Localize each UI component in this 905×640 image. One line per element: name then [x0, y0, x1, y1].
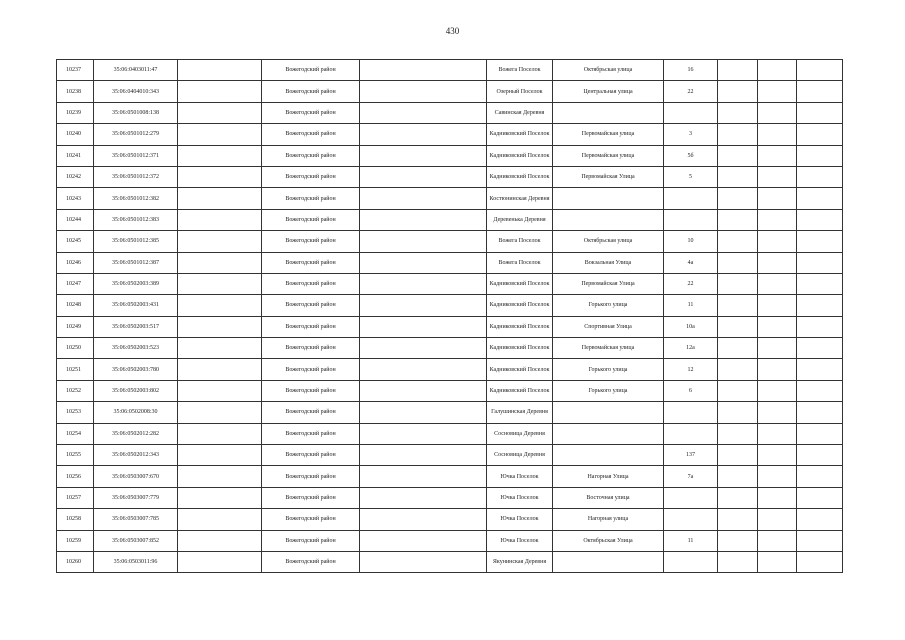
street-cell: Первомайская Улица — [553, 166, 664, 187]
cadastral-number-cell: 35:06:0502003:802 — [94, 380, 178, 401]
cadastral-number-cell: 35:06:0501012:382 — [94, 188, 178, 209]
locality-cell: Озерный Поселок — [487, 81, 553, 102]
blank-cell — [360, 295, 487, 316]
blank-cell — [718, 402, 758, 423]
blank-cell — [178, 188, 262, 209]
street-cell: Центральная улица — [553, 81, 664, 102]
district-cell: Вожегодский район — [262, 466, 360, 487]
blank-cell — [797, 338, 843, 359]
cadastral-number-cell: 35:06:0502003:517 — [94, 316, 178, 337]
district-cell: Вожегодский район — [262, 145, 360, 166]
locality-cell: Ючка Поселок — [487, 509, 553, 530]
street-cell — [553, 445, 664, 466]
row-number-cell: 10253 — [57, 402, 94, 423]
cadastral-number-cell: 35:06:0501012:385 — [94, 231, 178, 252]
registry-rows — [57, 60, 843, 573]
blank-cell — [797, 209, 843, 230]
blank-cell — [718, 380, 758, 401]
blank-cell — [797, 252, 843, 273]
blank-cell — [178, 466, 262, 487]
blank-cell — [718, 102, 758, 123]
table-row — [57, 487, 843, 508]
blank-cell — [360, 252, 487, 273]
blank-cell — [178, 530, 262, 551]
cadastral-number-cell: 35:06:0502012:343 — [94, 445, 178, 466]
blank-cell — [718, 530, 758, 551]
blank-cell — [718, 273, 758, 294]
district-cell: Вожегодский район — [262, 551, 360, 572]
page-number: 430 — [445, 26, 460, 36]
blank-cell — [758, 423, 797, 444]
street-cell: Горького улица — [553, 359, 664, 380]
blank-cell — [758, 551, 797, 572]
blank-cell — [178, 316, 262, 337]
house-cell: 22 — [664, 81, 718, 102]
blank-cell — [360, 166, 487, 187]
blank-cell — [360, 487, 487, 508]
locality-cell: Кадниковский Поселок — [487, 380, 553, 401]
blank-cell — [360, 231, 487, 252]
table-row — [57, 209, 843, 230]
table-row — [57, 295, 843, 316]
blank-cell — [758, 359, 797, 380]
blank-cell — [758, 402, 797, 423]
blank-cell — [718, 509, 758, 530]
row-number-cell: 10237 — [57, 60, 94, 81]
cadastral-number-cell: 35:06:0403011:47 — [94, 60, 178, 81]
house-cell: 137 — [664, 445, 718, 466]
blank-cell — [758, 188, 797, 209]
blank-cell — [178, 81, 262, 102]
row-number-cell: 10242 — [57, 166, 94, 187]
district-cell: Вожегодский район — [262, 231, 360, 252]
cadastral-number-cell: 35:06:0502008:30 — [94, 402, 178, 423]
row-number-cell: 10240 — [57, 124, 94, 145]
house-cell: 16 — [664, 60, 718, 81]
row-number-cell: 10250 — [57, 338, 94, 359]
district-cell: Вожегодский район — [262, 188, 360, 209]
blank-cell — [178, 102, 262, 123]
street-cell: Спортивная Улица — [553, 316, 664, 337]
house-cell: 6 — [664, 380, 718, 401]
blank-cell — [360, 423, 487, 444]
house-cell: 4а — [664, 252, 718, 273]
blank-cell — [178, 551, 262, 572]
street-cell — [553, 209, 664, 230]
row-number-cell: 10249 — [57, 316, 94, 337]
blank-cell — [758, 445, 797, 466]
house-cell: 5б — [664, 145, 718, 166]
street-cell — [553, 102, 664, 123]
blank-cell — [718, 551, 758, 572]
cadastral-number-cell: 35:06:0502003:523 — [94, 338, 178, 359]
blank-cell — [797, 231, 843, 252]
locality-cell: Костюнинская Деревня — [487, 188, 553, 209]
blank-cell — [797, 445, 843, 466]
district-cell: Вожегодский район — [262, 295, 360, 316]
cadastral-number-cell: 35:06:0501012:372 — [94, 166, 178, 187]
row-number-cell: 10238 — [57, 81, 94, 102]
locality-cell: Кадниковский Поселок — [487, 338, 553, 359]
row-number-cell: 10260 — [57, 551, 94, 572]
street-cell: Горького улица — [553, 295, 664, 316]
blank-cell — [360, 380, 487, 401]
district-cell: Вожегодский район — [262, 530, 360, 551]
locality-cell: Ючка Поселок — [487, 487, 553, 508]
street-cell: Вокзальная Улица — [553, 252, 664, 273]
blank-cell — [718, 231, 758, 252]
row-number-cell: 10257 — [57, 487, 94, 508]
street-cell: Нагорная улица — [553, 509, 664, 530]
blank-cell — [758, 124, 797, 145]
table-row — [57, 423, 843, 444]
table-row — [57, 551, 843, 572]
row-number-cell: 10247 — [57, 273, 94, 294]
blank-cell — [797, 60, 843, 81]
district-cell: Вожегодский район — [262, 166, 360, 187]
table-row — [57, 530, 843, 551]
locality-cell: Вожега Поселок — [487, 60, 553, 81]
street-cell: Первомайская улица — [553, 145, 664, 166]
blank-cell — [360, 124, 487, 145]
table-row — [57, 60, 843, 81]
house-cell: 10 — [664, 231, 718, 252]
blank-cell — [178, 487, 262, 508]
blank-cell — [718, 295, 758, 316]
blank-cell — [797, 530, 843, 551]
cadastral-number-cell: 35:06:0503011:96 — [94, 551, 178, 572]
blank-cell — [718, 81, 758, 102]
blank-cell — [178, 145, 262, 166]
row-number-cell: 10244 — [57, 209, 94, 230]
blank-cell — [178, 60, 262, 81]
district-cell: Вожегодский район — [262, 124, 360, 145]
blank-cell — [360, 359, 487, 380]
blank-cell — [758, 209, 797, 230]
district-cell: Вожегодский район — [262, 273, 360, 294]
district-cell: Вожегодский район — [262, 338, 360, 359]
blank-cell — [178, 380, 262, 401]
blank-cell — [718, 188, 758, 209]
table-row — [57, 231, 843, 252]
blank-cell — [360, 445, 487, 466]
blank-cell — [797, 380, 843, 401]
locality-cell: Кадниковский Поселок — [487, 145, 553, 166]
house-cell: 5 — [664, 166, 718, 187]
blank-cell — [178, 209, 262, 230]
row-number-cell: 10259 — [57, 530, 94, 551]
cadastral-number-cell: 35:06:0501012:383 — [94, 209, 178, 230]
blank-cell — [758, 81, 797, 102]
registry-table — [56, 59, 843, 573]
row-number-cell: 10243 — [57, 188, 94, 209]
blank-cell — [718, 423, 758, 444]
street-cell: Октябрьская Улица — [553, 530, 664, 551]
blank-cell — [718, 445, 758, 466]
blank-cell — [758, 509, 797, 530]
table-row — [57, 380, 843, 401]
blank-cell — [178, 231, 262, 252]
blank-cell — [178, 273, 262, 294]
house-cell — [664, 509, 718, 530]
house-cell: 11 — [664, 530, 718, 551]
blank-cell — [360, 509, 487, 530]
blank-cell — [718, 359, 758, 380]
blank-cell — [797, 81, 843, 102]
locality-cell: Кадниковский Поселок — [487, 316, 553, 337]
row-number-cell: 10252 — [57, 380, 94, 401]
street-cell: Первомайская улица — [553, 338, 664, 359]
street-cell: Горького улица — [553, 380, 664, 401]
blank-cell — [758, 252, 797, 273]
blank-cell — [797, 273, 843, 294]
table-row — [57, 402, 843, 423]
locality-cell: Вожега Поселок — [487, 231, 553, 252]
locality-cell: Сосновица Деревня — [487, 423, 553, 444]
house-cell: 7а — [664, 466, 718, 487]
blank-cell — [360, 209, 487, 230]
row-number-cell: 10239 — [57, 102, 94, 123]
street-cell: Нагорная Улица — [553, 466, 664, 487]
district-cell: Вожегодский район — [262, 509, 360, 530]
blank-cell — [178, 445, 262, 466]
blank-cell — [797, 166, 843, 187]
table-row — [57, 81, 843, 102]
blank-cell — [797, 316, 843, 337]
row-number-cell: 10254 — [57, 423, 94, 444]
blank-cell — [718, 487, 758, 508]
house-cell: 22 — [664, 273, 718, 294]
blank-cell — [360, 273, 487, 294]
blank-cell — [718, 466, 758, 487]
blank-cell — [178, 166, 262, 187]
table-row — [57, 273, 843, 294]
district-cell: Вожегодский район — [262, 487, 360, 508]
blank-cell — [718, 60, 758, 81]
blank-cell — [360, 81, 487, 102]
house-cell: 12а — [664, 338, 718, 359]
blank-cell — [178, 338, 262, 359]
house-cell — [664, 423, 718, 444]
blank-cell — [178, 359, 262, 380]
table-row — [57, 466, 843, 487]
locality-cell: Якунинская Деревня — [487, 551, 553, 572]
blank-cell — [758, 316, 797, 337]
blank-cell — [758, 166, 797, 187]
table-row — [57, 509, 843, 530]
cadastral-number-cell: 35:06:0502003:780 — [94, 359, 178, 380]
blank-cell — [797, 509, 843, 530]
house-cell — [664, 188, 718, 209]
row-number-cell: 10248 — [57, 295, 94, 316]
blank-cell — [718, 124, 758, 145]
row-number-cell: 10245 — [57, 231, 94, 252]
locality-cell: Кадниковский Поселок — [487, 295, 553, 316]
blank-cell — [360, 102, 487, 123]
blank-cell — [797, 359, 843, 380]
cadastral-number-cell: 35:06:0501012:279 — [94, 124, 178, 145]
district-cell: Вожегодский район — [262, 423, 360, 444]
blank-cell — [797, 124, 843, 145]
street-cell: Первомайская улица — [553, 124, 664, 145]
blank-cell — [797, 487, 843, 508]
street-cell — [553, 402, 664, 423]
row-number-cell: 10246 — [57, 252, 94, 273]
table-row — [57, 359, 843, 380]
blank-cell — [758, 380, 797, 401]
district-cell: Вожегодский район — [262, 60, 360, 81]
table-row — [57, 188, 843, 209]
house-cell — [664, 402, 718, 423]
district-cell: Вожегодский район — [262, 359, 360, 380]
district-cell: Вожегодский район — [262, 380, 360, 401]
locality-cell: Галушинская Деревня — [487, 402, 553, 423]
table-row — [57, 316, 843, 337]
district-cell: Вожегодский район — [262, 209, 360, 230]
house-cell — [664, 102, 718, 123]
table-row — [57, 445, 843, 466]
house-cell — [664, 487, 718, 508]
table-row — [57, 166, 843, 187]
blank-cell — [797, 295, 843, 316]
street-cell: Октябрьская улица — [553, 60, 664, 81]
blank-cell — [718, 252, 758, 273]
street-cell — [553, 551, 664, 572]
blank-cell — [758, 60, 797, 81]
table-row — [57, 124, 843, 145]
cadastral-number-cell: 35:06:0502012:282 — [94, 423, 178, 444]
house-cell: 12 — [664, 359, 718, 380]
blank-cell — [360, 338, 487, 359]
blank-cell — [797, 402, 843, 423]
blank-cell — [758, 295, 797, 316]
locality-cell: Ючка Поселок — [487, 530, 553, 551]
blank-cell — [758, 273, 797, 294]
locality-cell: Ючка Поселок — [487, 466, 553, 487]
blank-cell — [178, 124, 262, 145]
table-row — [57, 145, 843, 166]
row-number-cell: 10251 — [57, 359, 94, 380]
street-cell — [553, 423, 664, 444]
blank-cell — [360, 145, 487, 166]
blank-cell — [797, 102, 843, 123]
cadastral-number-cell: 35:06:0503007:670 — [94, 466, 178, 487]
cadastral-number-cell: 35:06:0501012:387 — [94, 252, 178, 273]
blank-cell — [360, 530, 487, 551]
street-cell: Октябрьская улица — [553, 231, 664, 252]
blank-cell — [797, 466, 843, 487]
street-cell: Восточная улица — [553, 487, 664, 508]
row-number-cell: 10256 — [57, 466, 94, 487]
blank-cell — [178, 509, 262, 530]
blank-cell — [178, 252, 262, 273]
cadastral-number-cell: 35:06:0503007:852 — [94, 530, 178, 551]
blank-cell — [360, 188, 487, 209]
blank-cell — [360, 316, 487, 337]
district-cell: Вожегодский район — [262, 81, 360, 102]
house-cell: 11 — [664, 295, 718, 316]
blank-cell — [360, 60, 487, 81]
blank-cell — [758, 530, 797, 551]
blank-cell — [718, 166, 758, 187]
blank-cell — [360, 402, 487, 423]
house-cell — [664, 551, 718, 572]
cadastral-number-cell: 35:06:0501012:371 — [94, 145, 178, 166]
locality-cell: Кадниковский Поселок — [487, 124, 553, 145]
blank-cell — [797, 188, 843, 209]
locality-cell: Сосновица Деревня — [487, 445, 553, 466]
table-row — [57, 102, 843, 123]
table-row — [57, 338, 843, 359]
blank-cell — [360, 551, 487, 572]
cadastral-number-cell: 35:06:0503007:779 — [94, 487, 178, 508]
row-number-cell: 10258 — [57, 509, 94, 530]
table-row — [57, 252, 843, 273]
street-cell: Первомайская Улица — [553, 273, 664, 294]
cadastral-number-cell: 35:06:0501008:138 — [94, 102, 178, 123]
locality-cell: Кадниковский Поселок — [487, 273, 553, 294]
locality-cell: Савинская Деревня — [487, 102, 553, 123]
cadastral-number-cell: 35:06:0404010:343 — [94, 81, 178, 102]
blank-cell — [758, 466, 797, 487]
district-cell: Вожегодский район — [262, 402, 360, 423]
row-number-cell: 10241 — [57, 145, 94, 166]
locality-cell: Вожега Поселок — [487, 252, 553, 273]
blank-cell — [360, 466, 487, 487]
blank-cell — [758, 145, 797, 166]
blank-cell — [758, 231, 797, 252]
row-number-cell: 10255 — [57, 445, 94, 466]
blank-cell — [797, 145, 843, 166]
blank-cell — [797, 551, 843, 572]
house-cell: 10а — [664, 316, 718, 337]
blank-cell — [718, 316, 758, 337]
blank-cell — [718, 338, 758, 359]
blank-cell — [758, 487, 797, 508]
blank-cell — [178, 295, 262, 316]
blank-cell — [178, 423, 262, 444]
cadastral-number-cell: 35:06:0502003:431 — [94, 295, 178, 316]
district-cell: Вожегодский район — [262, 445, 360, 466]
street-cell — [553, 188, 664, 209]
blank-cell — [718, 209, 758, 230]
district-cell: Вожегодский район — [262, 252, 360, 273]
blank-cell — [718, 145, 758, 166]
blank-cell — [758, 102, 797, 123]
blank-cell — [178, 402, 262, 423]
blank-cell — [797, 423, 843, 444]
blank-cell — [758, 338, 797, 359]
cadastral-number-cell: 35:06:0503007:785 — [94, 509, 178, 530]
house-cell: 3 — [664, 124, 718, 145]
locality-cell: Деревенька Деревня — [487, 209, 553, 230]
cadastral-number-cell: 35:06:0502003:389 — [94, 273, 178, 294]
district-cell: Вожегодский район — [262, 102, 360, 123]
district-cell: Вожегодский район — [262, 316, 360, 337]
locality-cell: Кадниковский Поселок — [487, 359, 553, 380]
locality-cell: Кадниковский Поселок — [487, 166, 553, 187]
house-cell — [664, 209, 718, 230]
